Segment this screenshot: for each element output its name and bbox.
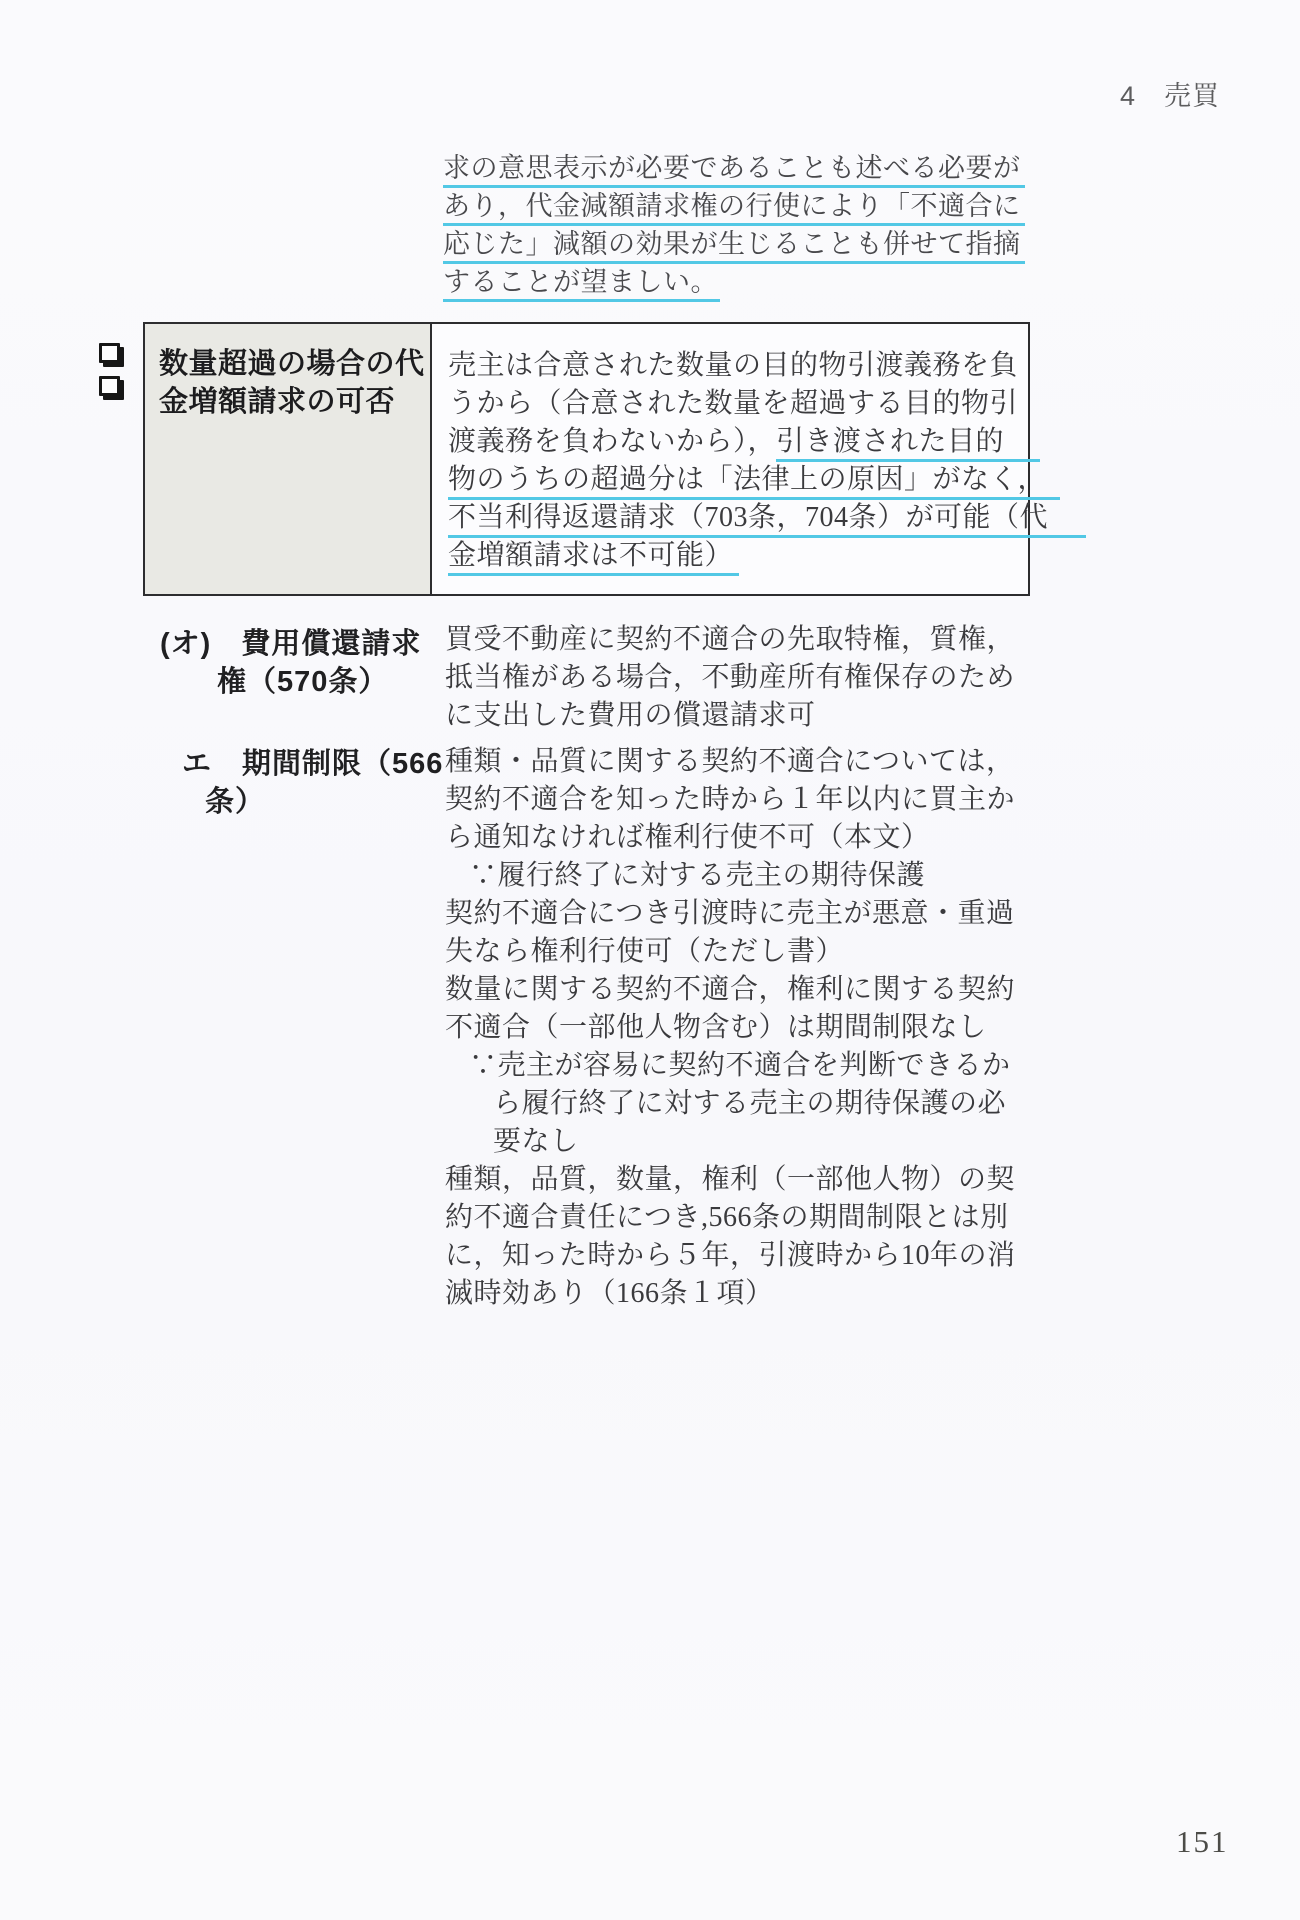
highlight-marked-text: 不当利得返還請求（703条，704条）が可能（代 — [448, 502, 1086, 538]
section-e-body — [445, 743, 1016, 1313]
section-e-label-line1: エ 期間制限（566 — [182, 748, 444, 780]
plain-text: 契約不適合を知った時から１年以内に買主か — [445, 784, 1016, 815]
plain-text: に，知った時から５年，引渡時から10年の消 — [445, 1240, 1016, 1271]
highlight-marked-text: 応じた」減額の効果が生じることも併せて指摘 — [443, 229, 1025, 264]
text-line — [445, 1237, 1016, 1275]
section-e-label-line2: 条） — [205, 786, 266, 818]
text-line — [443, 225, 1025, 263]
plain-text: 約不適合責任につき,566条の期間制限とは別 — [445, 1202, 1009, 1233]
text-line — [445, 1009, 1016, 1047]
text-line — [445, 819, 1016, 857]
section-o-body — [445, 621, 1015, 735]
text-line — [445, 621, 1015, 659]
text-line — [448, 537, 1086, 575]
text-line — [159, 345, 430, 383]
text-line — [445, 933, 1016, 971]
running-header: 4 売買 — [1120, 81, 1221, 111]
plain-text: 金増額請求の可否 — [159, 386, 396, 418]
text-line — [445, 1047, 1016, 1085]
text-line — [445, 659, 1015, 697]
text-line — [443, 263, 1025, 301]
plain-text: ら通知なければ権利行使不可（本文） — [445, 822, 930, 853]
highlight-marked-text: 求の意思表示が必要であることも述べる必要が — [443, 153, 1025, 188]
plain-text: 要なし — [493, 1126, 579, 1157]
text-line — [445, 1161, 1016, 1199]
text-line — [445, 971, 1016, 1009]
table-body-cell — [432, 324, 1086, 594]
text-line — [445, 857, 1016, 895]
text-line — [445, 1123, 1016, 1161]
intro-paragraph — [443, 149, 1025, 301]
plain-text: 不適合（一部他人物含む）は期間制限なし — [445, 1012, 987, 1043]
highlight-marked-text: 引き渡された目的 — [776, 426, 1040, 462]
plain-text: 失なら権利行使可（ただし書） — [445, 936, 845, 967]
text-line — [445, 1275, 1016, 1313]
plain-text: うから（合意された数量を超過する目的物引 — [448, 388, 1019, 419]
text-line — [448, 499, 1086, 537]
text-line — [448, 385, 1086, 423]
text-line — [445, 1085, 1016, 1123]
plain-text: 買受不動産に契約不適合の先取特権，質権， — [445, 624, 1016, 655]
plain-text: 種類，品質，数量，権利（一部他人物）の契 — [445, 1164, 1016, 1195]
text-line — [159, 383, 430, 421]
plain-text: 抵当権がある場合，不動産所有権保存のため — [445, 662, 1016, 693]
highlight-marked-text: あり，代金減額請求権の行使により「不適合に — [443, 191, 1025, 226]
highlight-marked-text: 物のうちの超過分は「法律上の原因」がなく， — [448, 464, 1060, 500]
text-line — [443, 149, 1025, 187]
highlight-marked-text: 金増額請求は不可能） — [448, 540, 739, 576]
plain-text: 滅時効あり（166条１項） — [445, 1278, 774, 1309]
text-line — [448, 461, 1086, 499]
text-line — [445, 895, 1016, 933]
plain-text: ら履行終了に対する売主の期待保護の必 — [493, 1088, 1007, 1119]
text-line — [448, 347, 1086, 385]
highlight-marked-text: することが望ましい。 — [443, 267, 720, 302]
plain-text: 数量に関する契約不適合，権利に関する契約 — [445, 974, 1016, 1005]
checkbox-icon — [99, 376, 120, 396]
plain-text: 契約不適合につき引渡時に売主が悪意・重過 — [445, 898, 1015, 929]
plain-text: 渡義務を負わないから）， — [448, 426, 777, 457]
text-line — [443, 187, 1025, 225]
checkbox-icon — [99, 343, 120, 363]
section-o-label-line1: (オ) 費用償還請求 — [160, 628, 422, 660]
plain-text: 売主は合意された数量の目的物引渡義務を負 — [448, 350, 1019, 381]
plain-text: 種類・品質に関する契約不適合については， — [445, 746, 1015, 777]
text-line — [445, 743, 1016, 781]
section-o-label-line2: 権（570条） — [217, 666, 389, 698]
page-number: 151 — [1176, 1824, 1229, 1859]
plain-text: に支出した費用の償還請求可 — [445, 700, 816, 731]
text-line — [445, 1199, 1016, 1237]
table-header-cell — [145, 324, 432, 594]
plain-text: 数量超過の場合の代 — [159, 348, 425, 380]
plain-text: ∵履行終了に対する売主の期待保護 — [469, 860, 926, 891]
plain-text: ∵売主が容易に契約不適合を判断できるか — [469, 1050, 1011, 1081]
text-line — [448, 423, 1086, 461]
summary-table — [143, 322, 1049, 596]
text-line — [445, 697, 1015, 735]
text-line — [445, 781, 1016, 819]
